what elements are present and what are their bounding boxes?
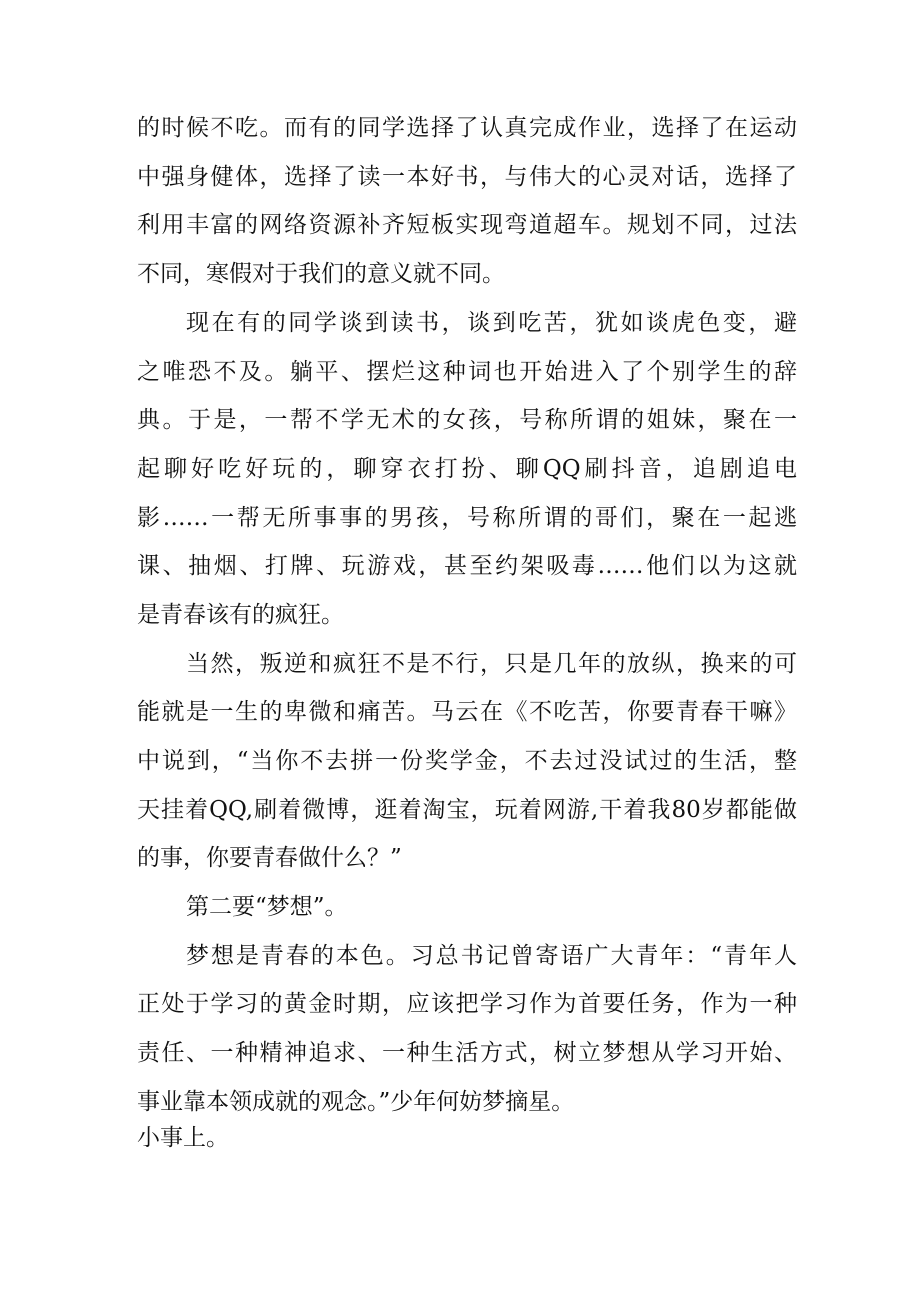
text-line-17: 第二要“梦想”。 (186, 894, 348, 920)
text-line-13: 能就是一生的卑微和痛苦。马云在《不吃苦，你要青春干嘛》 (137, 699, 797, 725)
text-line-11: 是青春该有的疯狂。 (137, 602, 344, 628)
text-line-4: 不同，寒假对于我们的意义就不同。 (137, 261, 505, 287)
text-line-19: 正处于学习的黄金时期，应该把学习作为首要任务，作为一种 (137, 991, 797, 1017)
text-line-6: 之唯恐不及。躺平、摆烂这种词也开始进入了个别学生的辞 (137, 359, 797, 385)
text-line-15: 天挂着QQ,刷着微博，逛着淘宝，玩着网游,干着我80岁都能做 (137, 797, 797, 823)
text-line-2: 中强身健体，选择了读一本好书，与伟大的心灵对话，选择了 (137, 164, 797, 190)
text-line-10: 课、抽烟、打牌、玩游戏，甚至约架吸毒……他们以为这就 (137, 553, 797, 579)
text-line-5: 现在有的同学谈到读书，谈到吃苦，犹如谈虎色变，避 (186, 310, 797, 336)
text-line-12: 当然，叛逆和疯狂不是不行，只是几年的放纵，换来的可 (186, 651, 797, 677)
text-line-3: 利用丰富的网络资源补齐短板实现弯道超车。规划不同，过法 (137, 212, 797, 238)
text-line-1: 的时候不吃。而有的同学选择了认真完成作业，选择了在运动 (137, 115, 797, 141)
text-line-7: 典。于是，一帮不学无术的女孩，号称所谓的姐妹，聚在一 (137, 407, 797, 433)
text-line-8: 起聊好吃好玩的，聊穿衣打扮、聊QQ刷抖音，追剧追电 (137, 456, 797, 482)
text-line-16: 的事，你要青春做什么？” (137, 845, 402, 871)
text-line-21: 事业靠本领成就的观念。”少年何妨梦摘星。 (137, 1089, 575, 1115)
text-line-18: 梦想是青春的本色。习总书记曾寄语广大青年：“青年人 (186, 943, 797, 969)
text-line-22: 小事上。 (137, 1125, 229, 1151)
text-line-9: 影……一帮无所事事的男孩，号称所谓的哥们，聚在一起逃 (137, 505, 797, 531)
text-line-14: 中说到，“当你不去拼一份奖学金，不去过没试过的生活，整 (137, 748, 797, 774)
text-line-20: 责任、一种精神追求、一种生活方式，树立梦想从学习开始、 (137, 1040, 797, 1066)
